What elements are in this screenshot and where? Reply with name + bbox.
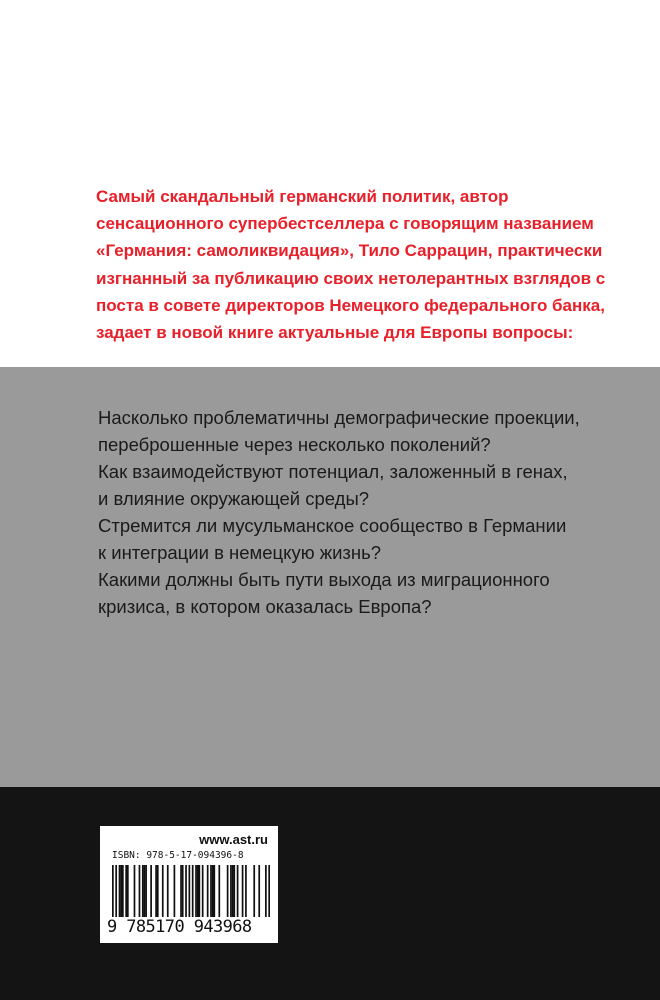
barcode-label — [100, 826, 278, 943]
barcode-bar — [245, 865, 247, 917]
barcode-bar — [182, 865, 184, 917]
barcode-bar — [189, 865, 191, 917]
barcode-digits: 9 785170 943968 — [107, 917, 252, 937]
barcode-bar — [145, 865, 147, 917]
barcode-bar — [162, 865, 164, 917]
barcode-bar — [157, 865, 159, 917]
barcode-bar — [142, 865, 144, 917]
barcode-bar — [213, 865, 215, 917]
barcode-bar — [265, 865, 267, 917]
barcode-bar — [232, 865, 234, 917]
barcode-bar — [122, 865, 124, 917]
barcode-bar — [150, 865, 152, 917]
question-line: Как взаимодействуют потенциал, заложенный в генах, — [98, 461, 568, 482]
intro-line: изгнанный за публикацию своих нетолерантных взглядов с — [96, 268, 606, 288]
question-item — [98, 404, 638, 458]
intro-line: сенсационного супербестселлера с говорящим названием — [96, 214, 594, 234]
bottom-black-panel — [0, 787, 660, 1000]
question-line: Какими должны быть пути выхода из миграционного — [98, 569, 550, 590]
barcode-bar — [185, 865, 187, 917]
barcode-bar — [192, 865, 194, 917]
question-item — [98, 566, 638, 620]
barcode-bar — [210, 865, 212, 917]
barcode-bar — [197, 865, 199, 917]
intro-line: поста в совете директоров Немецкого федерального банка, — [96, 295, 605, 315]
question-line: Насколько проблематичны демографические проекции, — [98, 407, 580, 428]
question-item — [98, 512, 638, 566]
barcode-bar — [125, 865, 127, 917]
intro-line: задает в новой книге актуальные для Европы вопросы: — [96, 323, 574, 343]
question-item — [98, 458, 638, 512]
barcode-bar — [155, 865, 157, 917]
barcode-bar — [198, 865, 200, 917]
barcode-bar — [144, 865, 146, 917]
publisher-website: www.ast.ru — [199, 832, 268, 847]
barcode-bar — [180, 865, 182, 917]
isbn-text: ISBN: 978-5-17-094396-8 — [112, 850, 244, 861]
barcode-bar — [233, 865, 235, 917]
barcode-bar — [119, 865, 121, 917]
question-line: к интеграции в немецкую жизнь? — [98, 542, 382, 563]
barcode-bar — [167, 865, 169, 917]
question-line: и влияние окружающей среды? — [98, 488, 370, 509]
barcode-bar — [218, 865, 220, 917]
barcode-bar — [268, 865, 270, 917]
barcode-bar — [242, 865, 244, 917]
barcode-bar — [253, 865, 255, 917]
barcode-bars — [112, 865, 270, 917]
barcode-bar — [258, 865, 260, 917]
intro-annotation — [96, 183, 656, 346]
barcode-bar — [174, 865, 176, 917]
barcode-bar — [237, 865, 239, 917]
barcode-bar — [202, 865, 204, 917]
barcode-bar — [227, 865, 229, 917]
barcode-bar — [195, 865, 197, 917]
intro-line: Самый скандальный германский политик, автор — [96, 187, 509, 206]
intro-line: «Германия: самоликвидация», Тило Саррацин, практически — [96, 241, 603, 261]
question-line: кризиса, в котором оказалась Европа? — [98, 596, 432, 617]
question-line: переброшенные через несколько поколений? — [98, 434, 491, 455]
barcode-bar — [230, 865, 232, 917]
barcode-bar — [127, 865, 129, 917]
barcode-bar — [134, 865, 136, 917]
barcode-bar — [112, 865, 114, 917]
barcode-bar — [120, 865, 122, 917]
barcode-bar — [207, 865, 209, 917]
barcode-bar — [115, 865, 117, 917]
question-line: Стремится ли мусульманское сообщество в Германии — [98, 515, 567, 536]
barcode-bar — [139, 865, 141, 917]
barcode-bar — [212, 865, 214, 917]
questions-list — [98, 404, 638, 620]
